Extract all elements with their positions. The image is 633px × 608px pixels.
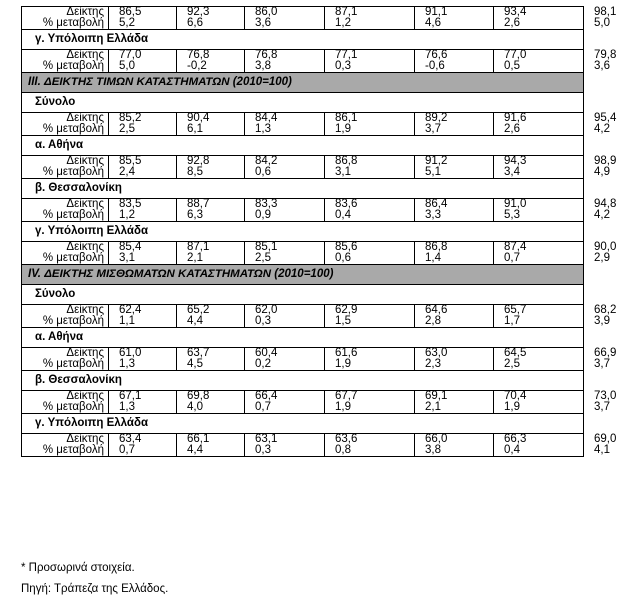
value-cell bbox=[415, 199, 494, 222]
index-value: 65,2 bbox=[187, 304, 210, 317]
index-value: 91,6 bbox=[504, 112, 527, 125]
value-cell bbox=[494, 305, 584, 328]
change-value: 0,3 bbox=[255, 444, 271, 456]
index-label: Δείκτης bbox=[66, 433, 104, 446]
index-value: 94,8 bbox=[594, 198, 617, 211]
change-value: 3,6 bbox=[594, 60, 610, 72]
value-cell bbox=[177, 434, 245, 457]
value-cell bbox=[415, 7, 494, 30]
group-header-row bbox=[22, 414, 584, 434]
index-value: 91,2 bbox=[425, 155, 448, 168]
index-value: 85,1 bbox=[255, 241, 278, 254]
value-cell bbox=[109, 434, 177, 457]
group-title: γ. Υπόλοιπη Ελλάδα bbox=[22, 414, 584, 434]
table-row bbox=[22, 7, 584, 30]
value-cell bbox=[177, 113, 245, 136]
change-value: 2,8 bbox=[425, 315, 441, 327]
value-cell bbox=[177, 242, 245, 265]
value-cell bbox=[415, 242, 494, 265]
change-value: 2,9 bbox=[594, 252, 610, 264]
index-value: 79,8 bbox=[594, 49, 617, 62]
index-value: 62,4 bbox=[119, 304, 142, 317]
value-cell bbox=[177, 7, 245, 30]
change-value: 3,4 bbox=[504, 166, 520, 178]
section-title: III. ΔΕΙΚΤΗΣ ΤΙΜΩΝ ΚΑΤΑΣΤΗΜΑΤΩΝ (2010=100) bbox=[22, 73, 584, 93]
value-cell bbox=[177, 391, 245, 414]
value-cell bbox=[109, 242, 177, 265]
index-value: 92,8 bbox=[187, 155, 210, 168]
value-cell bbox=[325, 156, 415, 179]
change-value: 2,3 bbox=[425, 358, 441, 370]
table-row bbox=[22, 391, 584, 414]
index-value: 69,1 bbox=[425, 390, 448, 403]
value-cell bbox=[325, 242, 415, 265]
value-cell bbox=[245, 156, 325, 179]
group-header-row bbox=[22, 285, 584, 305]
table-body bbox=[22, 6, 617, 457]
index-value: 65,7 bbox=[504, 304, 527, 317]
value-cell bbox=[109, 113, 177, 136]
index-value: 63,7 bbox=[187, 347, 210, 360]
index-value: 61,0 bbox=[119, 347, 142, 360]
group-title: γ. Υπόλοιπη Ελλάδα bbox=[22, 222, 584, 242]
value-cell bbox=[325, 434, 415, 457]
index-label: Δείκτης bbox=[66, 6, 104, 19]
index-value: 85,5 bbox=[119, 155, 142, 168]
table-row bbox=[22, 199, 584, 222]
value-cell bbox=[415, 50, 494, 73]
index-value: 70,4 bbox=[504, 390, 527, 403]
group-title: Σύνολο bbox=[22, 93, 584, 113]
change-value: 8,5 bbox=[187, 166, 203, 178]
value-cell bbox=[325, 7, 415, 30]
index-value: 61,6 bbox=[335, 347, 358, 360]
value-cell bbox=[245, 348, 325, 371]
value-cell bbox=[177, 199, 245, 222]
provisional-note: * Προσωρινά στοιχεία. bbox=[21, 562, 135, 574]
table-row bbox=[22, 242, 584, 265]
change-label: % μεταβολή bbox=[42, 315, 104, 327]
change-value: 2,6 bbox=[504, 123, 520, 135]
index-value: 87,4 bbox=[504, 241, 527, 254]
index-value: 66,9 bbox=[594, 347, 617, 360]
value-cell bbox=[494, 199, 584, 222]
change-value: 2,5 bbox=[119, 123, 135, 135]
index-value: 90,0 bbox=[594, 241, 617, 254]
value-cell bbox=[245, 199, 325, 222]
change-label: % μεταβολή bbox=[42, 123, 104, 135]
index-value: 63,4 bbox=[119, 433, 142, 446]
change-value: 3,7 bbox=[425, 123, 441, 135]
value-cell bbox=[494, 434, 584, 457]
index-value: 94,3 bbox=[504, 155, 527, 168]
change-label: % μεταβολή bbox=[42, 358, 104, 370]
index-value: 68,2 bbox=[594, 304, 617, 317]
index-value: 67,7 bbox=[335, 390, 358, 403]
change-value: 5,0 bbox=[119, 60, 135, 72]
value-cell bbox=[245, 113, 325, 136]
index-value: 76,8 bbox=[255, 49, 278, 62]
change-value: 1,2 bbox=[119, 209, 135, 221]
index-value: 95,4 bbox=[594, 112, 617, 125]
index-value: 92,3 bbox=[187, 6, 210, 19]
value-cell bbox=[325, 391, 415, 414]
change-value: 5,3 bbox=[504, 209, 520, 221]
index-value: 91,1 bbox=[425, 6, 448, 19]
change-value: 6,3 bbox=[187, 209, 203, 221]
change-value: 1,3 bbox=[119, 358, 135, 370]
value-cell bbox=[415, 434, 494, 457]
change-value: 4,4 bbox=[187, 315, 203, 327]
index-label: Δείκτης bbox=[66, 49, 104, 62]
change-value: 1,2 bbox=[335, 17, 351, 29]
change-label: % μεταβολή bbox=[42, 209, 104, 221]
index-label: Δείκτης bbox=[66, 241, 104, 254]
index-value: 77,0 bbox=[119, 49, 142, 62]
change-value: 2,5 bbox=[504, 358, 520, 370]
value-cell bbox=[177, 305, 245, 328]
value-cell bbox=[109, 348, 177, 371]
change-value: 3,1 bbox=[335, 166, 351, 178]
index-value: 86,0 bbox=[255, 6, 278, 19]
change-value: 1,4 bbox=[425, 252, 441, 264]
index-value: 64,5 bbox=[504, 347, 527, 360]
index-value: 84,2 bbox=[255, 155, 278, 168]
change-label: % μεταβολή bbox=[42, 401, 104, 413]
value-cell bbox=[325, 113, 415, 136]
value-cell bbox=[415, 391, 494, 414]
row-label-cell bbox=[22, 348, 109, 371]
change-value: 0,3 bbox=[335, 60, 351, 72]
change-value: 3,7 bbox=[594, 358, 610, 370]
change-value: 0,2 bbox=[255, 358, 271, 370]
footnotes bbox=[21, 560, 168, 602]
value-cell bbox=[109, 50, 177, 73]
value-cell bbox=[109, 156, 177, 179]
change-value: 0,7 bbox=[119, 444, 135, 456]
group-header-row bbox=[22, 179, 584, 199]
section-header-row bbox=[22, 265, 584, 285]
index-label: Δείκτης bbox=[66, 112, 104, 125]
value-cell bbox=[245, 391, 325, 414]
index-label: Δείκτης bbox=[66, 155, 104, 168]
row-label-cell bbox=[22, 113, 109, 136]
change-value: 0,5 bbox=[504, 60, 520, 72]
change-label: % μεταβολή bbox=[42, 17, 104, 29]
group-header-row bbox=[22, 93, 584, 113]
value-cell bbox=[109, 305, 177, 328]
value-cell bbox=[245, 242, 325, 265]
index-value: 88,7 bbox=[187, 198, 210, 211]
index-value: 67,1 bbox=[119, 390, 142, 403]
value-cell bbox=[325, 305, 415, 328]
change-value: 5,0 bbox=[594, 17, 610, 29]
value-cell bbox=[494, 7, 584, 30]
index-value: 89,2 bbox=[425, 112, 448, 125]
value-cell bbox=[109, 7, 177, 30]
index-value: 83,3 bbox=[255, 198, 278, 211]
change-label: % μεταβολή bbox=[42, 444, 104, 456]
change-value: 3,3 bbox=[425, 209, 441, 221]
index-value: 83,5 bbox=[119, 198, 142, 211]
value-cell bbox=[415, 113, 494, 136]
value-cell bbox=[245, 305, 325, 328]
change-value: 0,7 bbox=[504, 252, 520, 264]
group-title: α. Αθήνα bbox=[22, 136, 584, 156]
change-value: 0,9 bbox=[255, 209, 271, 221]
row-label-cell bbox=[22, 391, 109, 414]
change-value: 1,3 bbox=[119, 401, 135, 413]
value-cell bbox=[494, 50, 584, 73]
change-value: 4,9 bbox=[594, 166, 610, 178]
index-value: 69,0 bbox=[594, 433, 617, 446]
index-value: 66,1 bbox=[187, 433, 210, 446]
row-label-cell bbox=[22, 156, 109, 179]
table-row bbox=[22, 50, 584, 73]
change-value: 1,5 bbox=[335, 315, 351, 327]
index-value: 66,0 bbox=[425, 433, 448, 446]
change-value: 1,3 bbox=[255, 123, 271, 135]
change-value: 4,2 bbox=[594, 209, 610, 221]
index-value: 86,5 bbox=[119, 6, 142, 19]
value-cell bbox=[415, 156, 494, 179]
group-title: Σύνολο bbox=[22, 285, 584, 305]
value-cell bbox=[245, 7, 325, 30]
change-value: 4,4 bbox=[187, 444, 203, 456]
index-value: 85,2 bbox=[119, 112, 142, 125]
change-value: -0,6 bbox=[425, 60, 445, 72]
index-value: 93,4 bbox=[504, 6, 527, 19]
change-value: 1,7 bbox=[504, 315, 520, 327]
group-header-row bbox=[22, 371, 584, 391]
change-label: % μεταβολή bbox=[42, 166, 104, 178]
group-title: γ. Υπόλοιπη Ελλάδα bbox=[22, 30, 584, 50]
change-value: 0,4 bbox=[504, 444, 520, 456]
change-value: 3,8 bbox=[255, 60, 271, 72]
index-label: Δείκτης bbox=[66, 390, 104, 403]
index-value: 87,1 bbox=[187, 241, 210, 254]
change-value: 6,1 bbox=[187, 123, 203, 135]
change-value: 2,6 bbox=[504, 17, 520, 29]
change-value: 3,1 bbox=[119, 252, 135, 264]
change-value: 0,6 bbox=[255, 166, 271, 178]
table-row bbox=[22, 113, 584, 136]
index-value: 86,4 bbox=[425, 198, 448, 211]
index-value: 86,8 bbox=[335, 155, 358, 168]
change-value: 1,1 bbox=[119, 315, 135, 327]
change-value: 4,5 bbox=[187, 358, 203, 370]
row-label-cell bbox=[22, 242, 109, 265]
change-label: % μεταβολή bbox=[42, 60, 104, 72]
index-value: 84,4 bbox=[255, 112, 278, 125]
index-value: 63,1 bbox=[255, 433, 278, 446]
change-value: 6,6 bbox=[187, 17, 203, 29]
table-row bbox=[22, 156, 584, 179]
index-value: 98,9 bbox=[594, 155, 617, 168]
index-value: 90,4 bbox=[187, 112, 210, 125]
row-label-cell bbox=[22, 7, 109, 30]
group-header-row bbox=[22, 136, 584, 156]
index-value: 63,0 bbox=[425, 347, 448, 360]
value-cell bbox=[245, 50, 325, 73]
index-value: 64,6 bbox=[425, 304, 448, 317]
value-cell bbox=[177, 50, 245, 73]
value-cell bbox=[415, 348, 494, 371]
change-value: 3,6 bbox=[255, 17, 271, 29]
value-cell bbox=[494, 113, 584, 136]
change-value: 0,8 bbox=[335, 444, 351, 456]
change-value: -0,2 bbox=[187, 60, 207, 72]
change-value: 2,4 bbox=[119, 166, 135, 178]
index-value: 60,4 bbox=[255, 347, 278, 360]
table-row bbox=[22, 348, 584, 371]
value-cell bbox=[325, 50, 415, 73]
index-value: 77,1 bbox=[335, 49, 358, 62]
change-value: 1,9 bbox=[335, 123, 351, 135]
change-value: 4,6 bbox=[425, 17, 441, 29]
change-value: 2,1 bbox=[187, 252, 203, 264]
change-value: 3,7 bbox=[594, 401, 610, 413]
change-value: 5,1 bbox=[425, 166, 441, 178]
row-label-cell bbox=[22, 305, 109, 328]
index-value: 83,6 bbox=[335, 198, 358, 211]
row-label-cell bbox=[22, 50, 109, 73]
change-value: 4,0 bbox=[187, 401, 203, 413]
change-value: 0,6 bbox=[335, 252, 351, 264]
index-value: 66,3 bbox=[504, 433, 527, 446]
index-value: 98,1 bbox=[594, 6, 617, 19]
index-label: Δείκτης bbox=[66, 347, 104, 360]
value-cell bbox=[494, 391, 584, 414]
value-cell bbox=[494, 348, 584, 371]
index-value: 69,8 bbox=[187, 390, 210, 403]
index-value: 87,1 bbox=[335, 6, 358, 19]
statistics-table bbox=[21, 6, 617, 457]
index-value: 91,0 bbox=[504, 198, 527, 211]
index-value: 66,4 bbox=[255, 390, 278, 403]
change-value: 2,5 bbox=[255, 252, 271, 264]
index-value: 77,0 bbox=[504, 49, 527, 62]
row-label-cell bbox=[22, 199, 109, 222]
index-value: 85,4 bbox=[119, 241, 142, 254]
value-cell bbox=[415, 305, 494, 328]
change-value: 4,1 bbox=[594, 444, 610, 456]
change-value: 1,9 bbox=[335, 358, 351, 370]
section-title: IV. ΔΕΙΚΤΗΣ ΜΙΣΘΩΜΑΤΩΝ ΚΑΤΑΣΤΗΜΑΤΩΝ (2010=100) bbox=[22, 265, 584, 285]
index-label: Δείκτης bbox=[66, 198, 104, 211]
value-cell bbox=[494, 156, 584, 179]
group-title: β. Θεσσαλονίκη bbox=[22, 179, 584, 199]
source-note: Πηγή: Τράπεζα της Ελλάδος. bbox=[21, 583, 169, 595]
index-value: 85,6 bbox=[335, 241, 358, 254]
value-cell bbox=[109, 199, 177, 222]
group-title: α. Αθήνα bbox=[22, 328, 584, 348]
group-header-row bbox=[22, 222, 584, 242]
row-label-cell bbox=[22, 434, 109, 457]
change-value: 0,4 bbox=[335, 209, 351, 221]
change-value: 3,9 bbox=[594, 315, 610, 327]
index-value: 86,1 bbox=[335, 112, 358, 125]
section-header-row bbox=[22, 73, 584, 93]
index-value: 63,6 bbox=[335, 433, 358, 446]
index-value: 62,0 bbox=[255, 304, 278, 317]
index-value: 62,9 bbox=[335, 304, 358, 317]
change-value: 0,3 bbox=[255, 315, 271, 327]
index-value: 73,0 bbox=[594, 390, 617, 403]
change-value: 2,1 bbox=[425, 401, 441, 413]
change-label: % μεταβολή bbox=[42, 252, 104, 264]
value-cell bbox=[177, 156, 245, 179]
value-cell bbox=[325, 199, 415, 222]
change-value: 0,7 bbox=[255, 401, 271, 413]
change-value: 1,9 bbox=[335, 401, 351, 413]
value-cell bbox=[245, 434, 325, 457]
table-row bbox=[22, 434, 584, 457]
change-value: 1,9 bbox=[504, 401, 520, 413]
value-cell bbox=[325, 348, 415, 371]
value-cell bbox=[177, 348, 245, 371]
index-value: 86,8 bbox=[425, 241, 448, 254]
change-value: 3,8 bbox=[425, 444, 441, 456]
value-cell bbox=[494, 242, 584, 265]
index-value: 76,8 bbox=[187, 49, 210, 62]
table-row bbox=[22, 305, 584, 328]
group-title: β. Θεσσαλονίκη bbox=[22, 371, 584, 391]
change-value: 5,2 bbox=[119, 17, 135, 29]
group-header-row bbox=[22, 30, 584, 50]
index-label: Δείκτης bbox=[66, 304, 104, 317]
index-value: 76,6 bbox=[425, 49, 448, 62]
change-value: 4,2 bbox=[594, 123, 610, 135]
value-cell bbox=[109, 391, 177, 414]
group-header-row bbox=[22, 328, 584, 348]
